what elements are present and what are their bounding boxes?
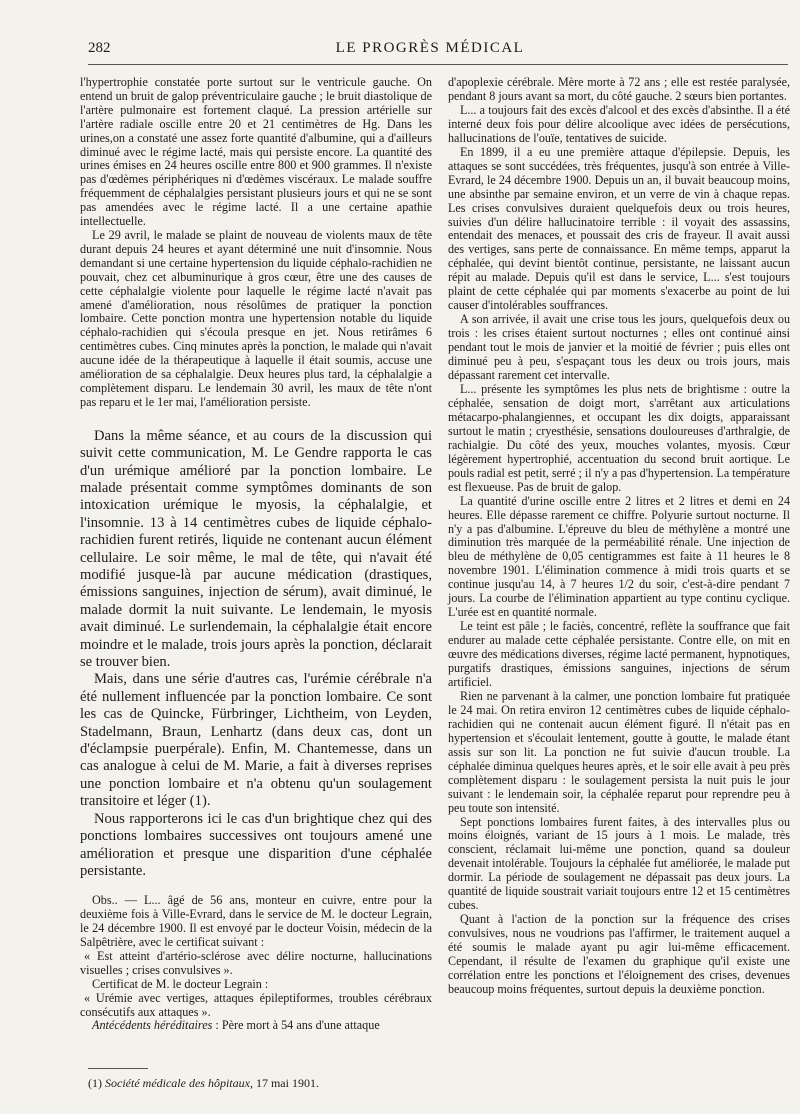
right-column bbox=[448, 76, 790, 997]
body-paragraph: Dans la même séance, et au cours de la discussion qui suivit cette communication, M. Le Gendre rapporta le cas d'un urémique amélioré par la ponction lombaire. Le malade présentait comme symptômes dominants de son intoxication urémique le myosis, la céphalalgie, et l'insomnie. 13 à 14 centimètres cubes de liquide céphalo-rachidien furent retirés, liquide ne contenant aucun élément cellulaire. Le soir même, le mal de tête, qui n'avait été modifié jusque-là par aucune médication (drastiques, émissions sanguines, injection de sérum), avait diminué, le malade dormit la nuit suivante. Le lendemain, le myosis avait diminué. Le surlendemain, la céphalalgie était encore moindre et le malade, trois jours après la ponction, déclarait se trouver bien. bbox=[80, 427, 432, 671]
observation-section bbox=[80, 894, 432, 1033]
body-paragraph: La quantité d'urine oscille entre 2 litres et 2 litres et demi en 24 heures. Elle dépasse rarement ce chiffre. Polyurie surtout nocturne. Il n'y a pas d'albumine. L'épreuve du bleu de méthylène a montré une diminution très marquée de la perméabilité rénale. Une injection de bleu de méthylène de 0,05 centigrammes est faite à 11 heures le 8 novembre 1901. L'élimination commence à midi trois quarts et se continue jusqu'au 14, à 7 heures 1/2 du soir, c'est-à-dire pendant 7 jours. La courbe de l'élimination appartient au type continu cyclique. L'urée est en quantité normale. bbox=[448, 493, 790, 620]
footnote-rule bbox=[88, 1068, 148, 1069]
left-column bbox=[80, 76, 432, 1033]
running-title: LE PROGRÈS MÉDICAL bbox=[335, 40, 525, 56]
body-paragraph: Rien ne parvenant à la calmer, une ponction lombaire fut pratiquée le 24 mai. On retira environ 12 centimètres cubes de liquide céphalo-rachidien qui ne contenait aucun élément figuré. Il n'était pas en hypertension et s'écoulait lentement, goutte à goutte, le malade étant assis sur son lit. La ponction ne fut suivie d'aucun trouble. La céphalée diminua quelques heures après, et le soir elle avait à peu près complètement disparu : le soulagement persista la nuit puis le jour suivant : le lendemain soir, la céphalée reparut pour reprendre peu à peu toute son intensité. bbox=[448, 688, 790, 815]
case-continuation bbox=[80, 76, 432, 410]
certificate-quote: « Est atteint d'artério-sclérose avec délire nocturne, hallucinations visuelles ; crises convulsives ». bbox=[80, 948, 432, 977]
body-paragraph: Mais, dans une série d'autres cas, l'urémie cérébrale n'a été nullement influencée par la ponction lombaire. Ce sont les cas de Quincke, Fürbringer, Lichtheim, von Leyden, Stadelmann, Braun, Lenhartz (dans deux cas, dont un d'éclampsie puerpérale). Enfin, M. Chantemesse, dans un cas analogue à celui de M. Marie, a fait à diverses reprises une ponction lombaire et n'a obtenu qu'un soulagement transitoire et léger (1). bbox=[80, 671, 432, 810]
body-paragraph: d'apoplexie cérébrale. Mère morte à 72 ans ; elle est restée paralysée, pendant 8 jours avant sa mort, du côté gauche. 2 sœurs bien portantes. bbox=[448, 75, 790, 103]
body-paragraph: Le teint est pâle ; le faciès, concentré, reflète la souffrance que fait endurer au malade cette céphalée persistante. Contre elle, on mit en œuvre des médications diverses, régime lacté permanent, hypnotiques, purgatifs drastiques, émissions sanguines, injections de sérum artificiel. bbox=[448, 619, 790, 689]
page-number: 282 bbox=[88, 40, 111, 56]
certificate-quote: « Urémie avec vertiges, attaques épileptiformes, troubles cérébraux consécutifs aux attaques ». bbox=[80, 990, 432, 1019]
antecedents-line bbox=[80, 1019, 432, 1033]
observation-intro: Obs.. — L... âgé de 56 ans, monteur en cuivre, entre pour la deuxième fois à Ville-Evrard, dans le service de M. le docteur Legrain, le 24 décembre 1900. Il est envoyé par le docteur Voisin, médecin de la Salpêtrière, avec le certificat suivant : bbox=[80, 893, 432, 950]
page-header bbox=[88, 40, 772, 60]
antecedents-text: : Père mort à 54 ans d'une attaque bbox=[212, 1018, 380, 1033]
body-paragraph: A son arrivée, il avait une crise tous les jours, quelquefois deux ou trois : les crises étaient surtout nocturnes ; elles ont continué ainsi pendant tout le mois de janvier et la moitié de février ; puis elles ont diminué peu à peu, s'espaçant tous les deux ou trois jours, mais dépassant rarement cet intervalle. bbox=[448, 312, 790, 383]
body-paragraph: L... présente les symptômes les plus nets de brightisme : outre la céphalée, sensation de doigt mort, s'arrêtant aux articulations métacarpo-phalangiennes, et occupant les dix doigts, apparaissant surtout le matin ; cryesthésie, sensations douloureuses d'arthralgie, de rachialgie. Du côté des yeux, mouches volantes, myosis. Cœur légèrement hypertrophié, accentuation du second bruit aortique. Le pouls radial est petit, serré ; il n'y a pas d'hypertension. La température est flexueuse. Pas de bruit de galop. bbox=[448, 381, 790, 494]
footnote bbox=[88, 1076, 432, 1091]
antecedents-label: Antécédents héréditaires bbox=[92, 1018, 213, 1033]
body-paragraph: l'hypertrophie constatée porte surtout sur le ventricule gauche. On entend un bruit de galop préventriculaire gauche ; le bruit diastolique de l'artère pulmonaire est fortement claqué. La pression artérielle sur l'artère radiale oscille entre 20 et 21 centimètres de Hg. Dans les urines,on a constaté une assez forte quantité d'albumine, qui a d'ailleurs diminué avec le régime lacté, mais qui persiste encore. La quantité des urines émises en 24 heures oscille entre 800 et 900 grammes. Il n'existe pas d'œdèmes périphériques ni d'œdèmes viscéraux. Le malade souffre fréquemment de céphalalgies persistant plusieurs jours et qui ne se sont pas amendées avec le régime lacté. Il a une certaine apathie intellectuelle. bbox=[80, 75, 432, 229]
footnote-date: , 17 mai 1901. bbox=[249, 1076, 319, 1090]
certificate-line: Certificat de M. le docteur Legrain : bbox=[92, 976, 269, 991]
body-paragraph: Quant à l'action de la ponction sur la fréquence des crises convulsives, nous ne voudrions pas l'affirmer, le traitement auquel a été soumis le malade ayant pu agir lui-même efficacement. Cependant, il résulte de l'examen du graphique qu'il existe une corrélation entre les ponctions et l'éloignement des crises, devenues beaucoup moins fréquentes, surtout depuis la deuxième ponction. bbox=[448, 912, 790, 996]
body-paragraph: Sept ponctions lombaires furent faites, à des intervalles plus ou moins éloignés, variant de 15 jours à 1 mois. Le malade, très conscient, réclamait lui-même une ponction, quand sa douleur devenait intolérable. Toujours la céphalée fut améliorée, le malade put dormir. La période de soulagement ne dépassait pas deux jours. La quantité de liquide soustrait variait toujours entre 12 et 15 centimètres cubes. bbox=[448, 814, 790, 913]
header-rule bbox=[88, 64, 788, 65]
body-paragraph: Le 29 avril, le malade se plaint de nouveau de violents maux de tête durant depuis 24 heures et ayant déterminé une nuit d'insomnie. Nous demandant si une certaine hypertension du liquide céphalo-rachidien ne pouvait, chez cet albuminurique à gros cœur, être une des causes de cette céphalalgie violente pour laquelle le régime lacté n'avait pas amené d'amélioration, nous résolûmes de pratiquer la ponction lombaire. Cette ponction montra une hypertension notable du liquide céphalo-rachidien qui s'écoula presque en jet. Nous retirâmes 6 centimètres cubes. Cinq minutes après la ponction, le malade qui n'avait aucune idée de la thérapeutique à laquelle il était soumis, accuse une amélioration de sa céphalalgie. Deux heures plus tard, la céphalalgie a complètement disparu. Le lendemain 30 avril, les maux de tête n'ont pas reparu et le 1er mai, l'amélioration persiste. bbox=[80, 227, 432, 409]
body-paragraph: Nous rapporterons ici le cas d'un brightique chez qui des ponctions lombaires successives ont toujours amené une amélioration et presque une disparition d'une céphalée persistante. bbox=[80, 810, 432, 879]
footnote-source: Société médicale des hôpitaux bbox=[105, 1076, 250, 1090]
body-paragraph: En 1899, il a eu une première attaque d'épilepsie. Depuis, les attaques se sont succédées, très fréquentes, jusqu'à son entrée à Ville-Evrard, le 24 décembre 1900. Depuis un an, il buvait beaucoup moins, une absinthe par semaine environ, et un verre de vin à chaque repas. Les crises convulsives duraient quelquefois deux ou trois heures, suivies d'un délire hallucinatoire terrible : il voyait des assassins, entendait des menaces, et poussait des cris de frayeur. Il avait aussi des vertiges, sans perte de connaissance. En même temps, apparut la céphalée, qui devint bientôt continue, persistante, ne laissant aucun répit au malade. Depuis qu'il est dans le service, L... s'est toujours plaint de cette céphalée qui par moments s'exacerbe au point de lui causer d'intolérables souffrances. bbox=[448, 144, 790, 313]
footnote-marker: (1) bbox=[88, 1076, 102, 1090]
discussion-section bbox=[80, 428, 432, 881]
body-paragraph: L... a toujours fait des excès d'alcool et des excès d'absinthe. Il a été interné deux fois pour délire alcoolique avec idées de persécutions, hallucinations de l'ouïe, tentatives de suicide. bbox=[448, 102, 790, 145]
